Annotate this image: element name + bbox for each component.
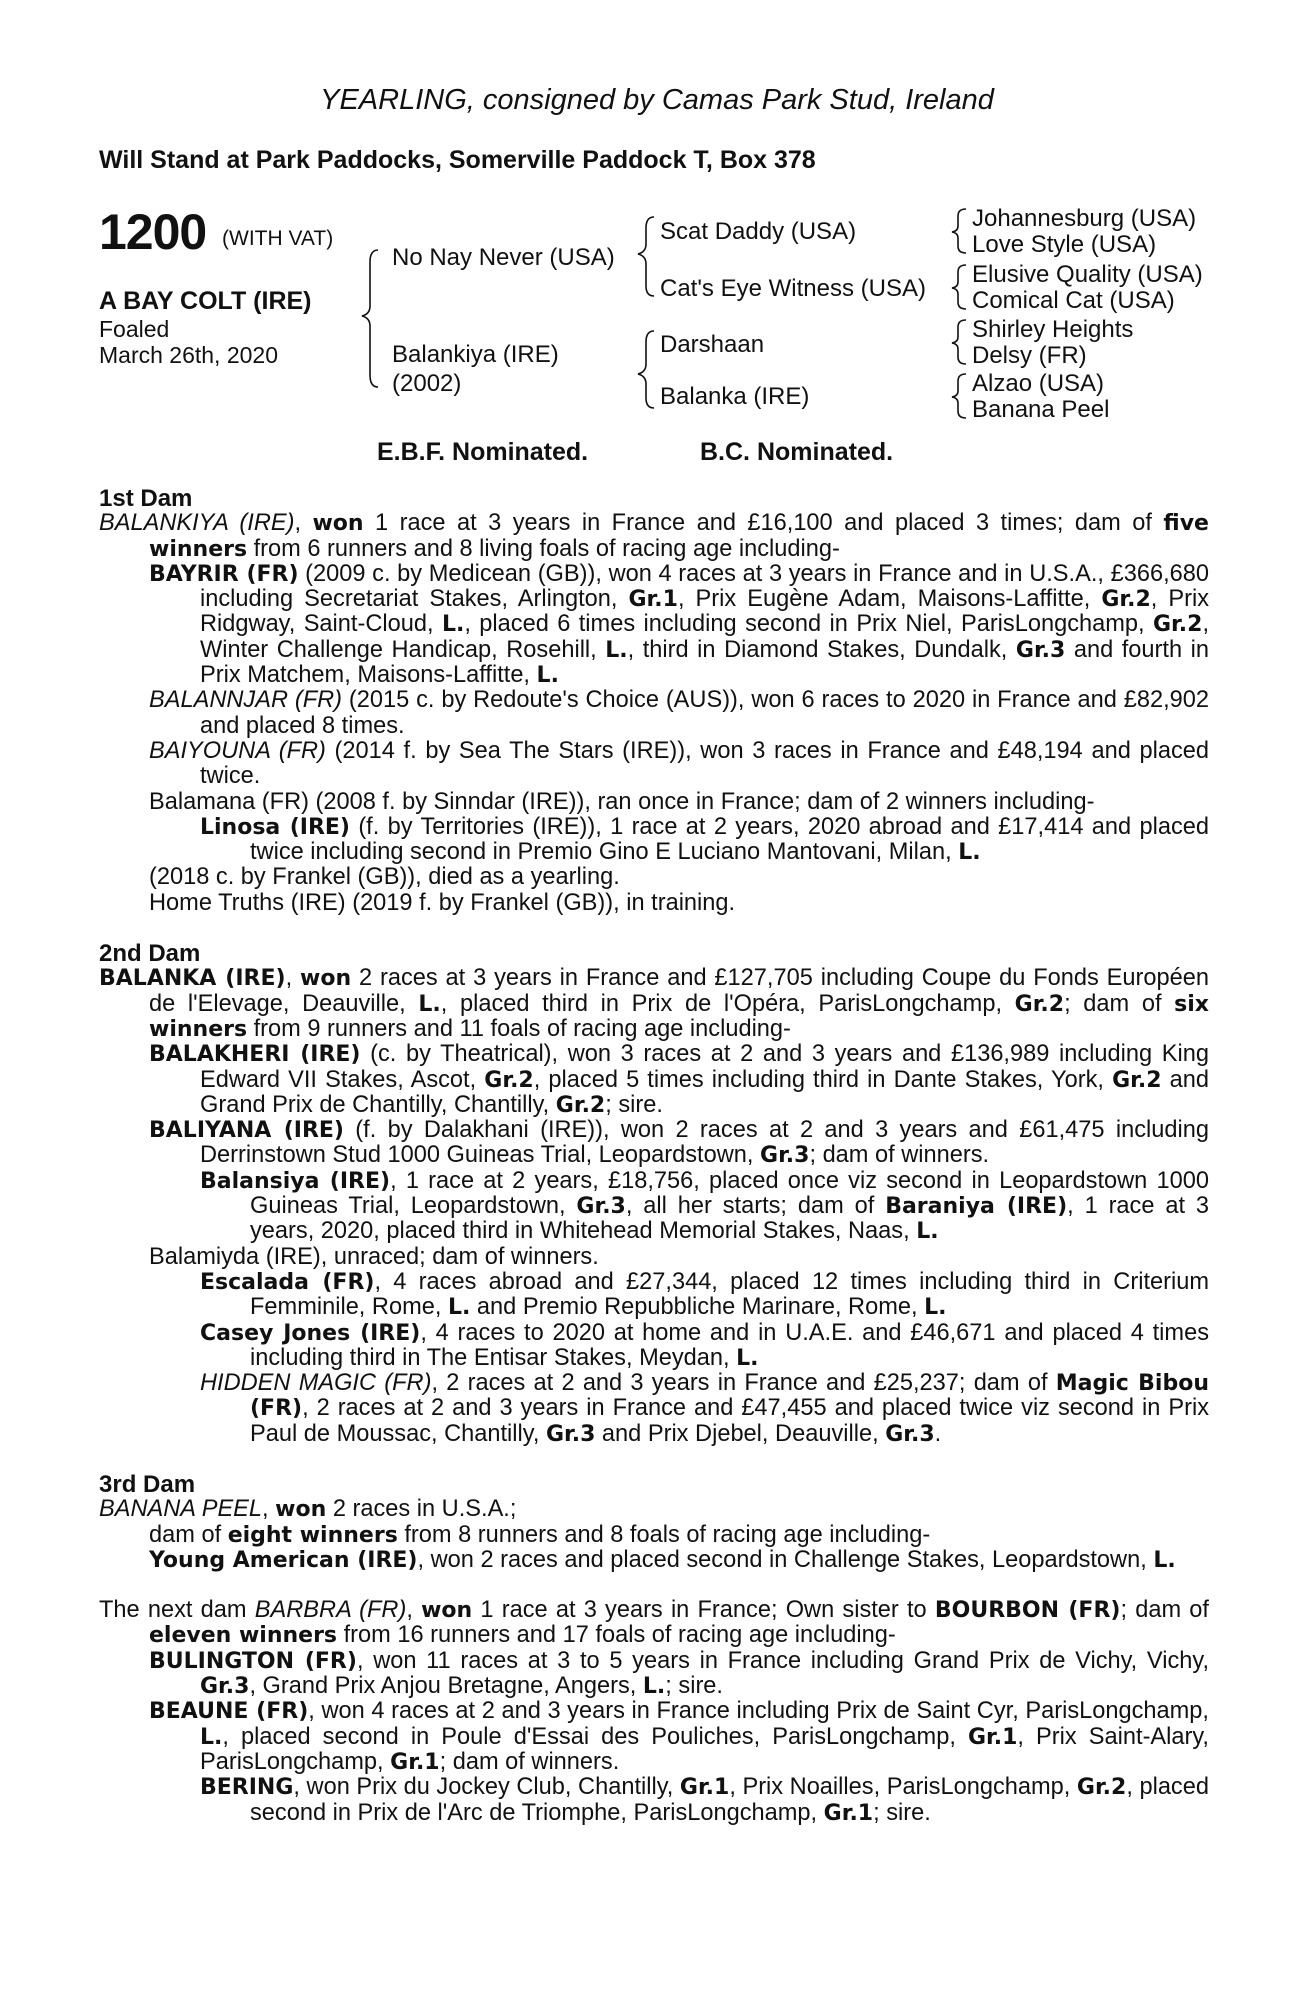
horse-name: A BAY COLT (IRE) — [99, 287, 312, 315]
section-heading: 2nd Dam — [99, 940, 201, 968]
sire-name: No Nay Never (USA) — [392, 244, 615, 271]
section-gap — [99, 1573, 1209, 1598]
record-entry: BEAUNE (FR), won 4 races at 2 and 3 years in France including Prix de Saint Cyr, ParisLongchamp, L., placed second in Poule d'Essai des Pouliches, ParisLongchamp, Gr.1, Prix Saint-Alary, ParisLongchamp, Gr.1; dam of winners. — [149, 1698, 1209, 1775]
record-entry: BERING, won Prix du Jockey Club, Chantilly, Gr.1, Prix Noailles, ParisLongchamp, Gr.2, placed second in Prix de l'Arc de Triomphe, ParisLongchamp, Gr.1; sire. — [200, 1774, 1209, 1826]
record-entry: The next dam BARBRA (FR), won 1 race at 3 years in France; Own sister to BOURBON (FR); dam of eleven winners from 16 runners and 17 foals of racing age including- — [99, 1597, 1209, 1649]
bc-nomination: B.C. Nominated. — [700, 438, 894, 466]
vat-note: (WITH VAT) — [222, 227, 334, 250]
gen3-ancestor: Love Style (USA) — [972, 231, 1157, 258]
record-entry: Home Truths (IRE) (2019 f. by Frankel (GB)), in training. — [149, 889, 736, 916]
dam-name: Balankiya (IRE) — [392, 341, 559, 368]
section-gap — [99, 1447, 1209, 1472]
gen3-ancestor: Elusive Quality (USA) — [972, 261, 1203, 288]
section-heading: 1st Dam — [99, 485, 193, 512]
section-heading: 3rd Dam — [99, 1470, 196, 1498]
grandsire-paternal: Scat Daddy (USA) — [660, 218, 857, 245]
record-entry: BAYRIR (FR) (2009 c. by Medicean (GB)), won 4 races at 3 years in France and in U.S.A., £366,680 including Secretariat Stakes, Arlington, Gr.1, Prix Eugène Adam, Maisons-Laffitte, Gr.2, Prix Ridgway, Saint-Cloud, L., placed 6 times including second in Prix Niel, ParisLongchamp, Gr.2, Winter Challenge Handicap, Rosehill, L., third in Diamond Stakes, Dundalk, Gr.3 and fourth in Prix Matchem, Maisons-Laffitte, L. — [149, 560, 1209, 689]
record-entry: Balamiyda (IRE), unraced; dam of winners. — [149, 1243, 599, 1270]
gen3-ancestor: Delsy (FR) — [972, 342, 1087, 369]
page-title: YEARLING, consigned by Camas Park Stud, Ireland — [320, 84, 994, 116]
record-entry: BAIYOUNA (FR) (2014 f. by Sea The Stars (IRE)), won 3 races in France and £48,194 and placed twice. — [149, 737, 1210, 790]
gen3-ancestor: Shirley Heights — [972, 316, 1134, 343]
record-entry: BALANKA (IRE), won 2 races at 3 years in France and £127,705 including Coupe du Fonds Européen de l'Elevage, Deauville, L., placed third in Prix de l'Opéra, ParisLongchamp, Gr.2; dam of six winners from 9 runners and 11 foals of racing age including- — [99, 965, 1209, 1042]
record-entry: Young American (IRE), won 2 races and placed second in Challenge Stakes, Leopardstown, L. — [149, 1546, 1176, 1573]
produce-record — [99, 486, 1209, 1826]
record-entry: BALIYANA (IRE) (f. by Dalakhani (IRE)), won 2 races at 2 and 3 years and £61,475 including Derrinstown Stud 1000 Guineas Trial, Leopardstown, Gr.3; dam of winners. — [149, 1117, 1209, 1169]
foaled-date: March 26th, 2020 — [99, 342, 279, 368]
section-gap — [99, 916, 1209, 941]
dam-year: (2002) — [392, 370, 462, 397]
record-entry: BALANKIYA (IRE), won 1 race at 3 years in France and £16,100 and placed 3 times; dam of five winners from 6 runners and 8 living foals of racing age including- — [99, 510, 1209, 562]
record-entry: BALAKHERI (IRE) (c. by Theatrical), won 3 races at 2 and 3 years and £136,989 including King Edward VII Stakes, Ascot, Gr.2, placed 5 times including third in Dante Stakes, York, Gr.2 and Grand Prix de Chantilly, Chantilly, Gr.2; sire. — [149, 1041, 1210, 1118]
gen3-ancestor: Alzao (USA) — [972, 370, 1105, 397]
record-entry: Linosa (IRE) (f. by Territories (IRE)), 1 race at 2 years, 2020 abroad and £17,414 and placed twice including second in Premio Gino E Luciano Mantovani, Milan, L. — [200, 813, 1209, 866]
gen3-ancestor: Johannesburg (USA) — [972, 205, 1197, 232]
record-entry: (2018 c. by Frankel (GB)), died as a yearling. — [149, 864, 620, 891]
gen3-ancestor: Comical Cat (USA) — [972, 287, 1175, 314]
record-entry: BANANA PEEL, won 2 races in U.S.A.; dam of eight winners from 8 runners and 8 foals of racing age including- — [99, 1496, 931, 1548]
record-entry: Balamana (FR) (2008 f. by Sinndar (IRE)), ran once in France; dam of 2 winners including- — [149, 788, 1095, 815]
grandsire-maternal: Darshaan — [660, 331, 765, 358]
record-entry: HIDDEN MAGIC (FR), 2 races at 2 and 3 years in France and £25,237; dam of Magic Bibou (FR), 2 races at 2 and 3 years in France and £47,455 and placed twice viz second in Prix Paul de Moussac, Chantilly, Gr.3 and Prix Djebel, Deauville, Gr.3. — [200, 1370, 1209, 1447]
record-entry: BALANNJAR (FR) (2015 c. by Redoute's Choice (AUS)), won 6 races to 2020 in France and £82,902 and placed 8 times. — [149, 687, 1210, 739]
gen3-ancestor: Banana Peel — [972, 396, 1110, 423]
foaled-label: Foaled — [99, 316, 170, 342]
record-entry: Casey Jones (IRE), 4 races to 2020 at home and in U.A.E. and £46,671 and placed 4 times including third in The Entisar Stakes, Meydan, L. — [200, 1319, 1209, 1371]
record-entry: Escalada (FR), 4 races abroad and £27,344, placed 12 times including third in Criterium Femminile, Rome, L. and Premio Repubbliche Marinare, Rome, L. — [200, 1268, 1209, 1321]
record-entry: BULINGTON (FR), won 11 races at 3 to 5 years in France including Grand Prix de Vichy, Vichy, Gr.3, Grand Prix Anjou Bretagne, Angers, L.; sire. — [149, 1647, 1210, 1700]
ebf-nomination: E.B.F. Nominated. — [377, 438, 589, 466]
granddam-maternal: Balanka (IRE) — [660, 383, 810, 410]
stand-location: Will Stand at Park Paddocks, Somerville Paddock T, Box 378 — [99, 146, 816, 174]
record-entry: Balansiya (IRE), 1 race at 2 years, £18,756, placed once viz second in Leopardstown 1000 Guineas Trial, Leopardstown, Gr.3, all her starts; dam of Baraniya (IRE), 1 race at 3 years, 2020, placed third in Whitehead Memorial Stakes, Naas, L. — [200, 1167, 1210, 1245]
lot-number: 1200 — [99, 204, 207, 260]
granddam-paternal: Cat's Eye Witness (USA) — [660, 275, 926, 302]
